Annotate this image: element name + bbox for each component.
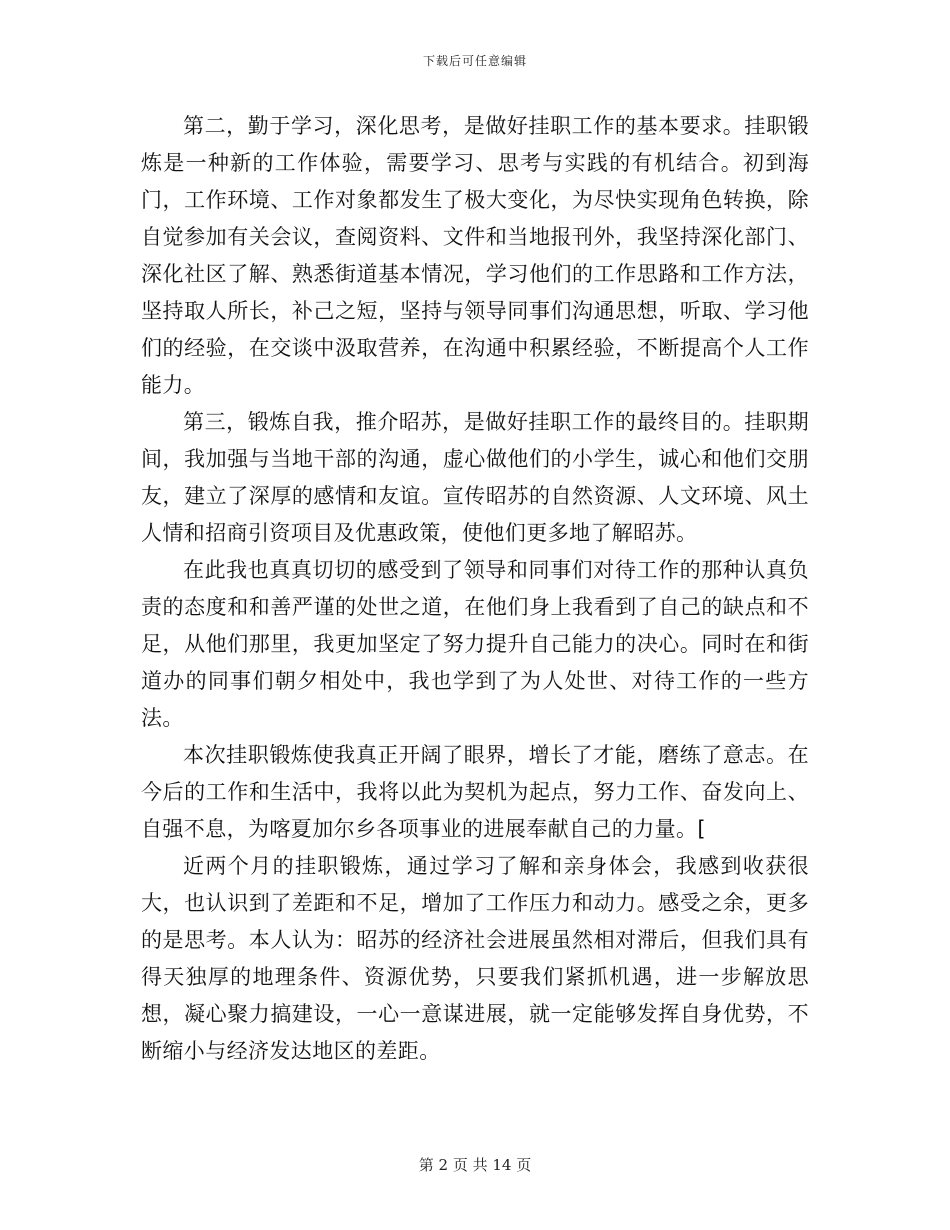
paragraph-3: 在此我也真真切切的感受到了领导和同事们对待工作的那种认真负责的态度和和善严谨的处世之道，在他们身上我看到了自己的缺点和不足，从他们那里，我更加坚定了努力提升自己能力的决心。同时在和街道办的同事们朝夕相处中，我也学到了为人处世、对待工作的一些方法。 bbox=[141, 558, 809, 730]
paragraph-1: 第二，勤于学习，深化思考，是做好挂职工作的基本要求。挂职锻炼是一种新的工作体验，需要学习、思考与实践的有机结合。初到海门，工作环境、工作对象都发生了极大变化，为尽快实现角色转换，除自觉参加有关会议，查阅资料、文件和当地报刊外，我坚持深化部门、深化社区了解、熟悉街道基本情况，学习他们的工作思路和工作方法，坚持取人所长，补己之短，坚持与领导同事们沟通思想，听取、学习他们的经验，在交谈中汲取营养，在沟通中积累经验，不断提高个人工作能力。 bbox=[141, 114, 809, 397]
page-footer: 第 2 页 共 14 页 bbox=[418, 1156, 532, 1174]
paragraph-5: 近两个月的挂职锻炼，通过学习了解和亲身体会，我感到收获很大，也认识到了差距和不足，增加了工作压力和动力。感受之余，更多的是思考。本人认为：昭苏的经济社会进展虽然相对滞后，但我们具有得天独厚的地理条件、资源优势，只要我们紧抓机遇，进一步解放思想，凝心聚力搞建设，一心一意谋进展，就一定能够发挥自身优势，不断缩小与经济发达地区的差距。 bbox=[141, 854, 809, 1063]
paragraph-4: 本次挂职锻炼使我真正开阔了眼界，增长了才能，磨练了意志。在今后的工作和生活中，我将以此为契机为起点，努力工作、奋发向上、自强不息，为喀夏加尔乡各项事业的进展奉献自己的力量。[ bbox=[141, 743, 809, 841]
document-body bbox=[141, 108, 809, 1070]
page-header: 下载后可任意编辑 bbox=[422, 54, 527, 68]
paragraph-2: 第三，锻炼自我，推介昭苏，是做好挂职工作的最终目的。挂职期间，我加强与当地干部的沟通，虚心做他们的小学生，诚心和他们交朋友，建立了深厚的感情和友谊。宣传昭苏的自然资源、人文环境、风土人情和招商引资项目及优惠政策，使他们更多地了解昭苏。 bbox=[141, 410, 809, 545]
